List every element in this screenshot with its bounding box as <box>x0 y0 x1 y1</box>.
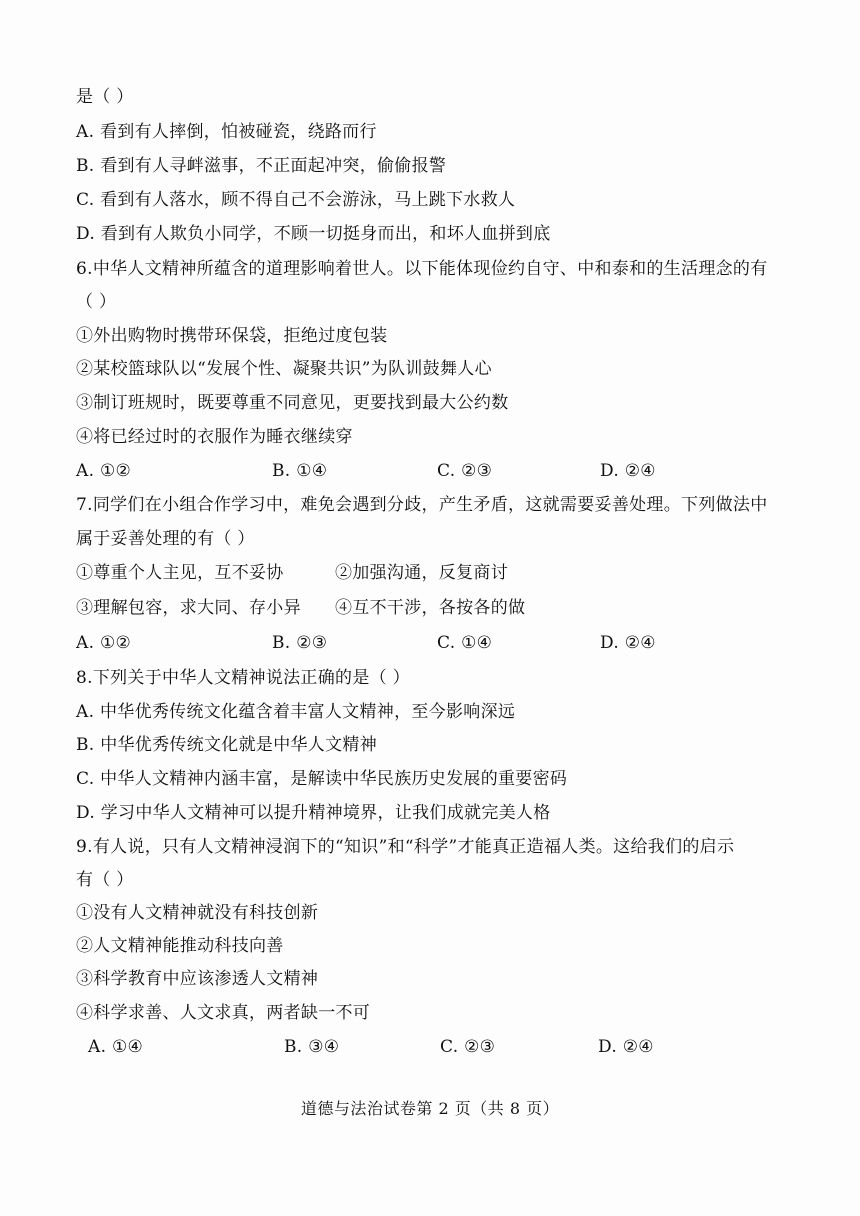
q9-item-2: ②人文精神能推动科技向善 <box>76 936 284 956</box>
q6-stem-line1: 6.中华人文精神所蕴含的道理影响着世人。以下能体现俭约自守、中和泰和的生活理念的有 <box>76 259 768 279</box>
q9-choice-b: B. ③④ <box>284 1037 340 1057</box>
page-footer: 道德与法治试卷第 2 页（共 8 页） <box>300 1099 560 1118</box>
q9-stem-line2: 有（ ） <box>76 870 134 890</box>
q8-option-a: A. 中华优秀传统文化蕴含着丰富人文精神，至今影响深远 <box>76 702 516 722</box>
q7-item-3: ③理解包容，求大同、存小异 <box>76 598 301 618</box>
q8-option-c: C. 中华人文精神内涵丰富，是解读中华民族历史发展的重要密码 <box>76 769 568 789</box>
q6-item-3: ③制订班规时，既要尊重不同意见，更要找到最大公约数 <box>76 393 509 413</box>
q9-item-4: ④科学求善、人文求真，两者缺一不可 <box>76 1003 371 1023</box>
q5-option-a: A. 看到有人摔倒，怕被碰瓷，绕路而行 <box>76 122 377 142</box>
q5-option-b: B. 看到有人寻衅滋事，不正面起冲突，偷偷报警 <box>76 156 447 176</box>
q5-stem-tail: 是（ ） <box>76 87 134 107</box>
q9-choice-d: D. ②④ <box>598 1037 654 1057</box>
q7-item-4: ④互不干涉，各按各的做 <box>335 598 526 618</box>
q7-choice-c: C. ①④ <box>437 633 493 653</box>
q8-option-b: B. 中华优秀传统文化就是中华人文精神 <box>76 735 377 755</box>
q5-option-d: D. 看到有人欺负小同学，不顾一切挺身而出，和坏人血拼到底 <box>76 224 551 244</box>
q9-stem-line1: 9.有人说，只有人文精神浸润下的“知识”和“科学”才能真正造福人类。这给我们的启示 <box>76 837 735 857</box>
q6-item-1: ①外出购物时携带环保袋，拒绝过度包装 <box>76 326 388 346</box>
q7-choice-b: B. ②③ <box>272 633 328 653</box>
q5-option-c: C. 看到有人落水，顾不得自己不会游泳，马上跳下水救人 <box>76 190 516 210</box>
q7-stem-line2: 属于妥善处理的有（ ） <box>76 529 255 549</box>
q9-choice-a: A. ①④ <box>88 1037 144 1057</box>
q7-choice-d: D. ②④ <box>600 633 656 653</box>
q8-option-d: D. 学习中华人文精神可以提升精神境界，让我们成就完美人格 <box>76 803 551 823</box>
q7-item-1: ①尊重个人主见，互不妥协 <box>76 563 284 583</box>
q6-choice-b: B. ①④ <box>272 461 328 481</box>
q9-item-3: ③科学教育中应该渗透人文精神 <box>76 969 319 989</box>
q6-item-4: ④将已经过时的衣服作为睡衣继续穿 <box>76 427 353 447</box>
q6-choice-c: C. ②③ <box>437 461 493 481</box>
q9-choice-c: C. ②③ <box>440 1037 496 1057</box>
q6-choice-a: A. ①② <box>76 461 132 481</box>
q6-stem-line2: （ ） <box>76 292 117 312</box>
q7-item-2: ②加强沟通，反复商讨 <box>335 563 508 583</box>
q6-choice-d: D. ②④ <box>600 461 656 481</box>
q9-item-1: ①没有人文精神就没有科技创新 <box>76 903 319 923</box>
q7-choice-a: A. ①② <box>76 633 132 653</box>
q6-item-2: ②某校篮球队以“发展个性、凝聚共识”为队训鼓舞人心 <box>76 359 492 379</box>
q7-stem-line1: 7.同学们在小组合作学习中，难免会遇到分歧，产生矛盾，这就需要妥善处理。下列做法中 <box>76 495 768 515</box>
q8-stem: 8.下列关于中华人文精神说法正确的是（ ） <box>76 668 410 688</box>
